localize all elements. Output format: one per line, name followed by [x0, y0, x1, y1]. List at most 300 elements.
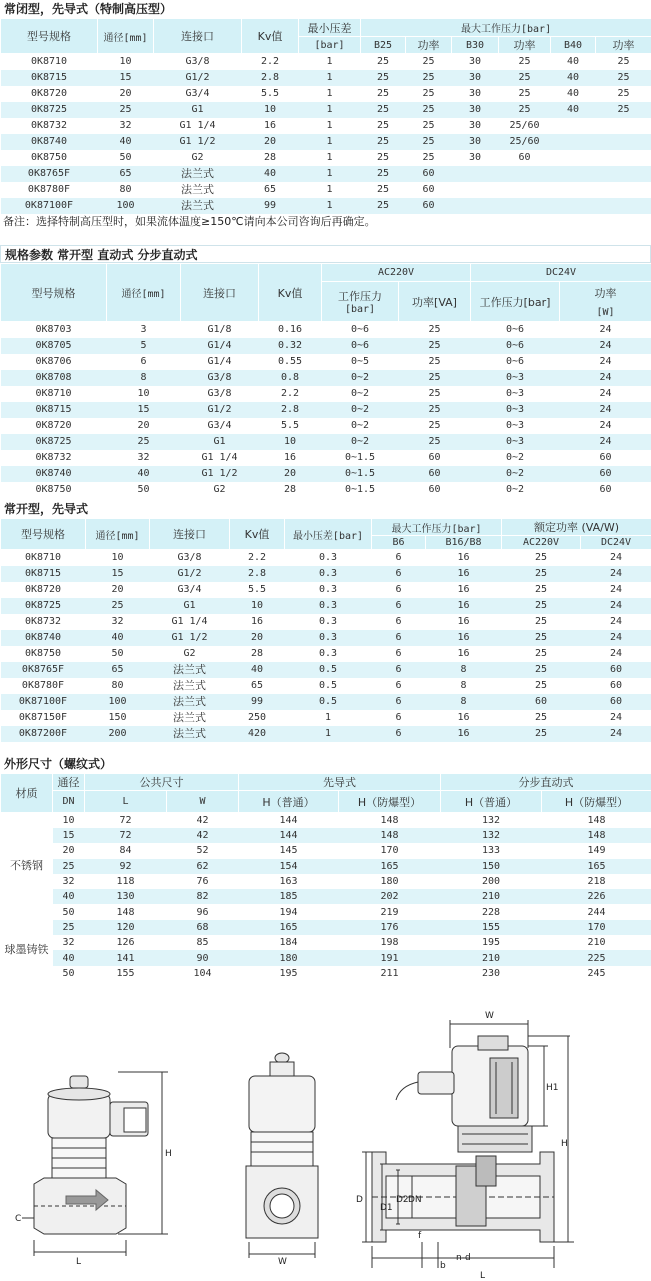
table-cell	[551, 118, 596, 134]
table-cell: 20	[53, 843, 85, 858]
table-cell: 2.8	[259, 402, 322, 418]
table-cell	[596, 134, 651, 150]
table-cell	[499, 182, 551, 198]
dim-h3-label: H	[561, 1139, 568, 1149]
table-cell: 0.32	[259, 338, 322, 354]
table-cell: 16	[426, 598, 502, 614]
col-conn: 连接口	[181, 264, 259, 322]
table-cell: 195	[441, 935, 542, 950]
table-cell: 24	[581, 726, 651, 742]
table-cell: 25	[502, 566, 581, 582]
table-cell: 16	[426, 726, 502, 742]
table-row	[1, 482, 651, 498]
table-cell: 0K8732	[1, 614, 86, 630]
table-cell: 0K8750	[1, 150, 98, 166]
table-cell: 25	[502, 630, 581, 646]
table-cell: 0.3	[285, 582, 372, 598]
dim-f-label: f	[418, 1231, 422, 1241]
table-cell: 148	[542, 813, 651, 829]
table-cell: 200	[441, 874, 542, 889]
table-cell: 2.8	[230, 566, 285, 582]
table-cell: 32	[107, 450, 181, 466]
table-cell: 法兰式	[150, 694, 230, 710]
table-cell: 72	[85, 813, 167, 829]
table-cell: 50	[53, 904, 85, 919]
table-cell: 210	[441, 889, 542, 904]
table-cell: 24	[581, 646, 651, 662]
table-row	[1, 904, 651, 919]
table-cell: 0~2	[322, 370, 399, 386]
table-cell: 25	[502, 614, 581, 630]
table-cell	[499, 198, 551, 214]
table-cell: 211	[339, 966, 441, 981]
table-cell: 0K8740	[1, 466, 107, 482]
table-cell: 5.5	[259, 418, 322, 434]
table-cell: 25	[361, 198, 406, 214]
table-cell: 2.2	[242, 54, 299, 71]
col-bore: 通径[mm]	[98, 19, 154, 54]
table-row	[1, 166, 651, 182]
col-maxp: 最大工作压力[bar]	[361, 19, 651, 37]
table-cell: 0.3	[285, 630, 372, 646]
col-b6: B6	[372, 536, 426, 550]
table-cell: 141	[85, 950, 167, 965]
table-cell: 219	[339, 904, 441, 919]
table-cell: 6	[372, 694, 426, 710]
table-cell: 25	[399, 418, 471, 434]
table-cell: 32	[98, 118, 154, 134]
table-cell: 16	[426, 550, 502, 567]
table-cell: 30	[452, 150, 499, 166]
table-cell: 0~2	[322, 386, 399, 402]
table-cell: 6	[372, 726, 426, 742]
table-cell: 25	[502, 582, 581, 598]
table-cell: 1	[299, 54, 361, 71]
table-cell: 85	[167, 935, 239, 950]
table-cell: 25	[53, 859, 85, 874]
table-cell: G3/8	[150, 550, 230, 567]
table-cell: 60	[581, 662, 651, 678]
table-row	[1, 102, 651, 118]
col-minp: 最小压差	[299, 19, 361, 37]
col-h-pilot-explosion: H（防爆型）	[339, 791, 441, 813]
table-cell: 30	[452, 54, 499, 71]
table-cell: 6	[372, 646, 426, 662]
table-cell: 24	[560, 322, 651, 339]
table-row	[1, 828, 651, 843]
table-cell: 10	[98, 54, 154, 71]
table-cell: 42	[167, 828, 239, 843]
table-cell: 65	[230, 678, 285, 694]
table-cell: 10	[230, 598, 285, 614]
table-cell: 96	[167, 904, 239, 919]
table-cell: 0~6	[471, 338, 560, 354]
table-cell: G2	[181, 482, 259, 498]
table-cell: 218	[542, 874, 651, 889]
table-cell: 25	[361, 70, 406, 86]
dim-d2-label: D2	[396, 1195, 409, 1205]
table-cell: 24	[560, 402, 651, 418]
table-cell: 50	[86, 646, 150, 662]
table-cell: 16	[426, 710, 502, 726]
table-cell: 25	[107, 434, 181, 450]
table-cell: 0~6	[471, 354, 560, 370]
col-pw1: 功率	[406, 37, 452, 54]
table-row	[1, 386, 651, 402]
table-cell: 40	[86, 630, 150, 646]
table-cell: 0.5	[285, 694, 372, 710]
table-cell: 24	[560, 418, 651, 434]
table-cell: 30	[452, 86, 499, 102]
table-row	[1, 614, 651, 630]
table-cell: 0K8725	[1, 598, 86, 614]
table-cell: 99	[230, 694, 285, 710]
table-cell: 24	[581, 550, 651, 567]
table-row	[1, 338, 651, 354]
table-cell: 200	[86, 726, 150, 742]
table-row	[1, 889, 651, 904]
table-cell: 40	[53, 950, 85, 965]
table-cell: 0K8780F	[1, 678, 86, 694]
table-cell: 10	[242, 102, 299, 118]
table-cell: 52	[167, 843, 239, 858]
table-cell: G1 1/4	[150, 614, 230, 630]
table-cell: 6	[372, 550, 426, 567]
table-cell: 32	[86, 614, 150, 630]
table-cell: 165	[542, 859, 651, 874]
col-common: 公共尺寸	[85, 774, 239, 791]
table-cell: 1	[299, 198, 361, 214]
table-row	[1, 86, 651, 102]
table-cell: 25	[596, 102, 651, 118]
table-cell: 65	[86, 662, 150, 678]
table-row	[1, 450, 651, 466]
table-row	[1, 813, 651, 829]
table-cell: 25	[596, 54, 651, 71]
table-cell: 0.8	[259, 370, 322, 386]
table-cell: 92	[85, 859, 167, 874]
table-row	[1, 418, 651, 434]
col-minp: 最小压差[bar]	[285, 519, 372, 550]
table-cell: 25	[499, 54, 551, 71]
table-cell: 6	[372, 678, 426, 694]
table-cell: 50	[107, 482, 181, 498]
table-cell: 25	[361, 54, 406, 71]
table-cell	[551, 134, 596, 150]
table-cell: 132	[441, 813, 542, 829]
table-cell: 25	[399, 386, 471, 402]
table-cell: 25	[361, 182, 406, 198]
table-cell: 法兰式	[154, 166, 242, 182]
table-cell: 8	[426, 662, 502, 678]
table-cell: 25	[406, 86, 452, 102]
col-kv: Kv值	[259, 264, 322, 322]
table-cell: 165	[239, 920, 339, 935]
table-cell: 25/60	[499, 134, 551, 150]
table-cell: 170	[542, 920, 651, 935]
table-cell	[452, 182, 499, 198]
table-cell: 210	[441, 950, 542, 965]
table-cell: 16	[426, 566, 502, 582]
table-cell: 5.5	[230, 582, 285, 598]
table-cell: 0~6	[322, 338, 399, 354]
table-cell: G1 1/4	[181, 450, 259, 466]
table-cell: 15	[86, 566, 150, 582]
table-cell: 0.16	[259, 322, 322, 339]
table-cell: 24	[581, 630, 651, 646]
table-cell: 15	[98, 70, 154, 86]
table-cell: 2.2	[259, 386, 322, 402]
col-h-step-normal: H（普通）	[441, 791, 542, 813]
col-bore: 通径[mm]	[86, 519, 150, 550]
table-cell: 0~2	[471, 482, 560, 498]
table-cell: 28	[259, 482, 322, 498]
table-cell: 0.3	[285, 614, 372, 630]
table-cell: 60	[399, 450, 471, 466]
table-cell	[551, 198, 596, 214]
table-cell: 25	[86, 598, 150, 614]
section4-title: 外形尺寸（螺纹式）	[4, 757, 113, 771]
table-body	[1, 550, 651, 743]
table-cell: 6	[372, 630, 426, 646]
table-cell: 0~2	[322, 434, 399, 450]
table-cell: 84	[85, 843, 167, 858]
col-ac: AC220V	[502, 536, 581, 550]
dim-nd-label: n-d	[456, 1253, 471, 1263]
table-cell: 25	[499, 86, 551, 102]
table-cell: 0K8705	[1, 338, 107, 354]
table-cell: 法兰式	[150, 662, 230, 678]
table-cell: 0~1.5	[322, 466, 399, 482]
dim-h1-label: H1	[546, 1083, 559, 1093]
table-cell: 16	[426, 630, 502, 646]
closed-pilot-high-pressure-table	[0, 18, 651, 214]
table-cell	[551, 166, 596, 182]
table-cell: G1 1/2	[150, 630, 230, 646]
table-cell: 225	[542, 950, 651, 965]
table-cell: 0K8715	[1, 402, 107, 418]
table-cell: 8	[107, 370, 181, 386]
table-cell: G1/2	[181, 402, 259, 418]
dim-c-label: C	[15, 1214, 22, 1224]
table-cell: 40	[230, 662, 285, 678]
table-cell: 40	[107, 466, 181, 482]
table-cell: 76	[167, 874, 239, 889]
table-cell	[499, 166, 551, 182]
table-cell: 176	[339, 920, 441, 935]
table-cell: 24	[581, 598, 651, 614]
table-row	[1, 118, 651, 134]
table-cell: 60	[560, 482, 651, 498]
table-cell: 15	[53, 828, 85, 843]
table-cell: G1/2	[154, 70, 242, 86]
section3-title: 常开型，先导式	[4, 502, 89, 516]
table-cell: 0~1.5	[322, 482, 399, 498]
table-row	[1, 354, 651, 370]
col-pilot: 先导式	[239, 774, 441, 791]
col-b40: B40	[551, 37, 596, 54]
table-cell: 1	[299, 150, 361, 166]
table-cell: 40	[551, 70, 596, 86]
table-cell: 0K8715	[1, 70, 98, 86]
table-row	[1, 859, 651, 874]
table-cell: 148	[339, 813, 441, 829]
table-cell: 25	[98, 102, 154, 118]
table-cell: 25	[399, 354, 471, 370]
table-row	[1, 630, 651, 646]
table-cell: 25	[502, 662, 581, 678]
table-cell: G1	[150, 598, 230, 614]
table-cell: 20	[230, 630, 285, 646]
table-cell: 90	[167, 950, 239, 965]
table-cell: 24	[581, 614, 651, 630]
dim-w-label: W	[278, 1257, 287, 1267]
table-cell: 150	[86, 710, 150, 726]
table-cell: 25	[502, 726, 581, 742]
table-body	[1, 813, 651, 981]
table-cell: 144	[239, 813, 339, 829]
col-kv: Kv值	[242, 19, 299, 54]
table-cell: 1	[299, 182, 361, 198]
table-row	[1, 198, 651, 214]
table-cell: G3/4	[181, 418, 259, 434]
table-cell: 250	[230, 710, 285, 726]
table-cell: 24	[581, 710, 651, 726]
table-cell	[596, 118, 651, 134]
table-cell: 155	[85, 966, 167, 981]
table-cell: 148	[85, 904, 167, 919]
table-cell: 5	[107, 338, 181, 354]
dim-l3-label: L	[480, 1271, 486, 1281]
table-cell: G1/2	[150, 566, 230, 582]
col-bore: 通径[mm]	[107, 264, 181, 322]
table-cell: 80	[86, 678, 150, 694]
table-cell	[596, 166, 651, 182]
table-cell: 法兰式	[150, 678, 230, 694]
col-dc-power	[560, 282, 651, 322]
table-cell: 25	[596, 86, 651, 102]
table-cell: 0K8706	[1, 354, 107, 370]
table-cell: 16	[426, 614, 502, 630]
col-maxp: 最大工作压力[bar]	[372, 519, 502, 536]
table-cell: 20	[107, 418, 181, 434]
col-model: 型号规格	[1, 19, 98, 54]
table-cell: 210	[542, 935, 651, 950]
table-cell	[551, 182, 596, 198]
table-cell: 30	[452, 118, 499, 134]
table-cell: 0K87200F	[1, 726, 86, 742]
table-cell: G1	[181, 434, 259, 450]
table-cell: 0K8750	[1, 646, 86, 662]
table-cell: 154	[239, 859, 339, 874]
table-cell: 6	[107, 354, 181, 370]
table-row	[1, 566, 651, 582]
table-cell: 0~6	[322, 322, 399, 339]
table-cell: 法兰式	[154, 182, 242, 198]
table-cell: 3	[107, 322, 181, 339]
col-ac220: AC220V	[322, 264, 471, 282]
table-cell: 1	[299, 166, 361, 182]
table-cell: 60	[399, 466, 471, 482]
col-minp-unit: [bar]	[299, 37, 361, 54]
table-cell: 16	[242, 118, 299, 134]
table-cell: 28	[242, 150, 299, 166]
col-l: L	[85, 791, 167, 813]
table-cell: 25	[502, 646, 581, 662]
table-cell: 20	[86, 582, 150, 598]
table-cell: G1/4	[181, 354, 259, 370]
table-cell: 191	[339, 950, 441, 965]
table-cell: 42	[167, 813, 239, 829]
table-cell: 0K8740	[1, 134, 98, 150]
table-cell: 180	[339, 874, 441, 889]
table-cell: G3/4	[150, 582, 230, 598]
col-model: 型号规格	[1, 519, 86, 550]
table-cell: 40	[551, 86, 596, 102]
table-cell: 100	[98, 198, 154, 214]
col-w: W	[167, 791, 239, 813]
table-cell: 0.3	[285, 598, 372, 614]
table-cell: 420	[230, 726, 285, 742]
table-cell: 6	[372, 710, 426, 726]
table-cell: 62	[167, 859, 239, 874]
table-cell: 25	[502, 678, 581, 694]
table-cell: 0K8710	[1, 550, 86, 567]
col-ac-pressure	[322, 282, 399, 322]
table-cell	[551, 150, 596, 166]
table-cell: 0K8720	[1, 86, 98, 102]
table-cell: 0K8765F	[1, 662, 86, 678]
table-cell: 180	[239, 950, 339, 965]
table-cell: G3/8	[181, 386, 259, 402]
table-cell: 0K87150F	[1, 710, 86, 726]
table-cell: 100	[86, 694, 150, 710]
table-cell: 25	[406, 150, 452, 166]
table-cell: 25	[361, 166, 406, 182]
dim-h-label: H	[165, 1149, 172, 1159]
table-cell: 25	[406, 102, 452, 118]
valve-section-view	[362, 1020, 574, 1268]
table-cell: 2.2	[230, 550, 285, 567]
col-kv: Kv值	[230, 519, 285, 550]
table-cell: 法兰式	[154, 198, 242, 214]
table-cell: 0~2	[322, 402, 399, 418]
table-cell: G2	[150, 646, 230, 662]
table-row	[1, 966, 651, 981]
table-cell: 1	[299, 86, 361, 102]
table-row	[1, 920, 651, 935]
table-cell: 130	[85, 889, 167, 904]
dim-d1-label: D1	[380, 1203, 393, 1213]
table-cell: 25	[406, 54, 452, 71]
table-cell: 0.3	[285, 566, 372, 582]
table-cell: 0K8703	[1, 322, 107, 339]
table-cell: 8	[426, 694, 502, 710]
table-cell: 6	[372, 582, 426, 598]
table-cell	[452, 198, 499, 214]
table-row	[1, 434, 651, 450]
table-cell: 6	[372, 614, 426, 630]
col-stepped: 分步直动式	[441, 774, 651, 791]
table-cell: 25	[399, 370, 471, 386]
table-cell: 1	[285, 710, 372, 726]
table-cell: 163	[239, 874, 339, 889]
table-cell: 194	[239, 904, 339, 919]
table-cell: 25	[361, 134, 406, 150]
table-cell	[452, 166, 499, 182]
table-row	[1, 678, 651, 694]
table-cell: 0~3	[471, 418, 560, 434]
